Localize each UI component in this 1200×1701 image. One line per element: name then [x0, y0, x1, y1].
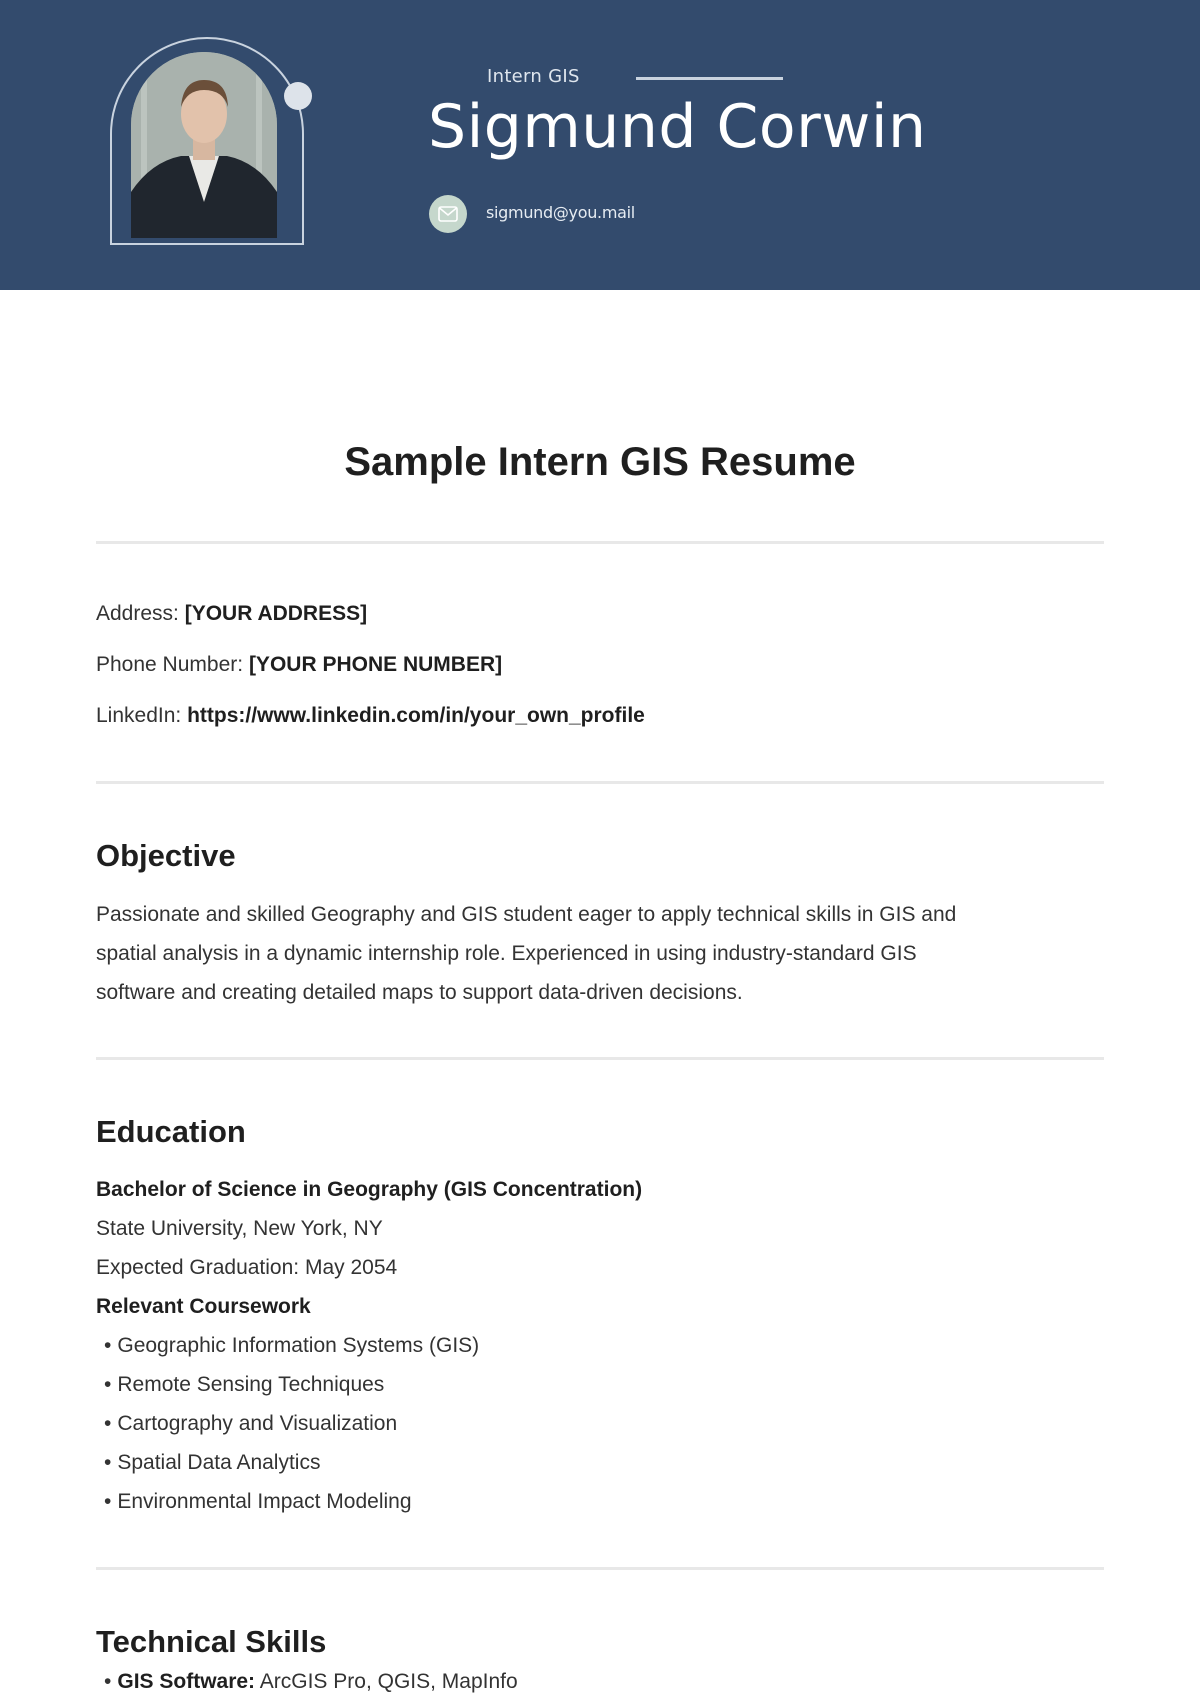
address-line — [96, 602, 367, 626]
list-item — [104, 1334, 479, 1358]
bullet-icon: • — [104, 1334, 112, 1357]
bullet-icon: • — [104, 1412, 112, 1435]
divider — [96, 541, 1104, 544]
coursework-label: Relevant Coursework — [96, 1295, 311, 1318]
bullet-icon: • — [104, 1490, 112, 1513]
bullet-icon: • — [104, 1451, 112, 1474]
phone-value: [YOUR PHONE NUMBER] — [248, 653, 503, 676]
document-title: Sample Intern GIS Resume — [344, 440, 856, 484]
role-label: Intern GIS — [487, 66, 580, 87]
objective-line: software and creating detailed maps to support data-driven decisions. — [96, 981, 743, 1004]
divider — [96, 1057, 1104, 1060]
coursework-item: Environmental Impact Modeling — [117, 1490, 412, 1513]
mail-icon — [429, 195, 467, 233]
school-name: State University, New York, NY — [96, 1217, 383, 1240]
list-item — [104, 1670, 518, 1694]
email-text[interactable]: sigmund@you.mail — [486, 203, 635, 222]
coursework-item: Cartography and Visualization — [117, 1412, 398, 1435]
objective-line: spatial analysis in a dynamic internship role. Experienced in using industry-standard GIS — [96, 942, 917, 965]
decorative-dot — [284, 82, 312, 110]
profile-photo — [131, 52, 277, 238]
objective-line: Passionate and skilled Geography and GIS student eager to apply technical skills in GIS and — [96, 903, 957, 926]
divider — [96, 781, 1104, 784]
phone-line — [96, 653, 502, 677]
objective-heading: Objective — [96, 838, 236, 873]
degree-title: Bachelor of Science in Geography (GIS Concentration) — [96, 1178, 643, 1201]
coursework-item: Remote Sensing Techniques — [117, 1373, 385, 1396]
coursework-item: Spatial Data Analytics — [117, 1451, 321, 1474]
list-item — [104, 1451, 320, 1475]
bullet-icon: • — [104, 1373, 112, 1396]
linkedin-link[interactable]: https://www.linkedin.com/in/your_own_profile — [187, 704, 645, 727]
linkedin-line — [96, 704, 645, 728]
phone-label: Phone Number: — [96, 653, 244, 676]
list-item — [104, 1490, 412, 1514]
graduation-date: Expected Graduation: May 2054 — [96, 1256, 398, 1279]
address-value: [YOUR ADDRESS] — [184, 602, 368, 625]
address-label: Address: — [96, 602, 179, 625]
list-item — [104, 1412, 397, 1436]
role-divider — [636, 77, 783, 80]
bullet-icon: • — [104, 1670, 112, 1693]
linkedin-label: LinkedIn: — [96, 704, 182, 727]
skill-value: ArcGIS Pro, QGIS, MapInfo — [259, 1670, 518, 1693]
skills-heading: Technical Skills — [96, 1624, 327, 1659]
coursework-item: Geographic Information Systems (GIS) — [117, 1334, 480, 1357]
skill-label: GIS Software: — [117, 1670, 256, 1693]
objective-text — [96, 895, 1096, 1012]
education-heading: Education — [96, 1114, 246, 1149]
list-item — [104, 1373, 384, 1397]
candidate-name: Sigmund Corwin — [428, 92, 927, 162]
divider — [96, 1567, 1104, 1570]
